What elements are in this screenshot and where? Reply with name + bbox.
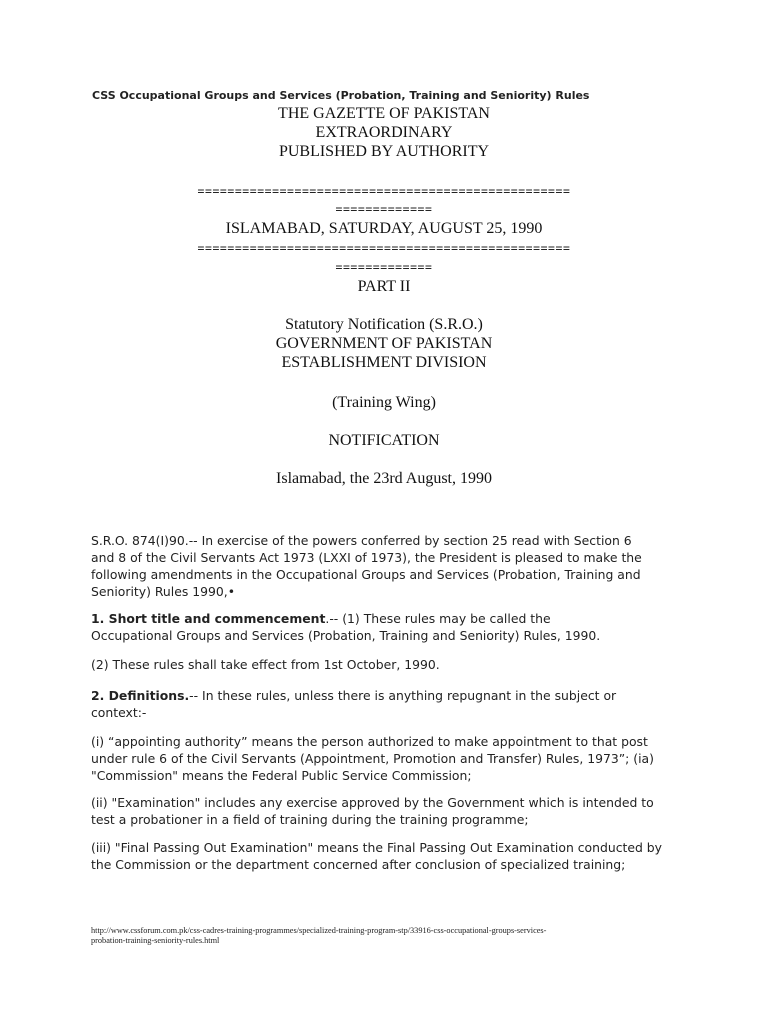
place-date-line: Islamabad, the 23rd August, 1990 [276, 470, 492, 487]
wing-heading: (Training Wing) [332, 394, 436, 411]
paragraph-line: the Commission or the department concerned after conclusion of specialized training; [91, 857, 626, 872]
paragraph-line [91, 687, 691, 704]
paragraph-line: and 8 of the Civil Servants Act 1973 (LXXI of 1973), the President is pleased to make the [91, 550, 642, 565]
separator-rule: ================================================== [197, 184, 571, 198]
definition-i [91, 733, 691, 784]
paragraph-line: (iii) "Final Passing Out Examination" means the Final Passing Out Examination conducted by [91, 840, 663, 855]
paragraph-line: under rule 6 of the Civil Servants (Appointment, Promotion and Transfer) Rules, 1973”; (ia) [91, 751, 654, 766]
paragraph-line: (i) “appointing authority” means the person authorized to make appointment to that post [91, 734, 648, 749]
part-heading: PART II [357, 278, 411, 295]
published-by-heading: PUBLISHED BY AUTHORITY [278, 143, 490, 160]
notification-heading: NOTIFICATION [328, 432, 440, 449]
rule-2-text: -- In these rules, unless there is anything repugnant in the subject or [189, 688, 617, 703]
paragraph-line: "Commission" means the Federal Public Service Commission; [91, 768, 472, 783]
rule-1-paragraph [91, 610, 691, 644]
paragraph-line: test a probationer in a field of training during the training programme; [91, 812, 529, 827]
rule-1-heading: 1. Short title and commencement [91, 611, 326, 626]
paragraph-line: (ii) "Examination" includes any exercise approved by the Government which is intended to [91, 795, 654, 810]
rule-2-paragraph [91, 687, 691, 721]
sro-paragraph [91, 532, 691, 600]
paragraph-line: S.R.O. 874(I)90.-- In exercise of the powers conferred by section 25 read with Section 6 [91, 533, 632, 548]
definition-ii [91, 794, 691, 828]
document-title: CSS Occupational Groups and Services (Probation, Training and Seniority) Rules [92, 89, 590, 102]
source-url-line[interactable]: probation-training-seniority-rules.html [91, 936, 220, 945]
separator-rule: ============= [335, 260, 433, 274]
source-url-line[interactable]: http://www.cssforum.com.pk/css-cadres-training-programmes/specialized-training-program-stp/33916-css-occupational-groups-services- [91, 926, 547, 935]
definition-iii [91, 839, 691, 873]
separator-rule: ============= [335, 202, 433, 216]
government-heading: GOVERNMENT OF PAKISTAN [275, 335, 493, 352]
division-heading: ESTABLISHMENT DIVISION [281, 354, 487, 371]
paragraph-line [91, 610, 691, 627]
paragraph-line: Occupational Groups and Services (Probation, Training and Seniority) Rules, 1990. [91, 628, 601, 643]
separator-rule: ================================================== [197, 241, 571, 255]
paragraph-line: following amendments in the Occupational Groups and Services (Probation, Training and [91, 567, 641, 582]
rule-1-subsection-2 [91, 656, 691, 673]
gazette-title: THE GAZETTE OF PAKISTAN [278, 105, 490, 122]
notification-type: Statutory Notification (S.R.O.) [285, 316, 483, 333]
rule-1-text: .-- (1) These rules may be called the [325, 611, 551, 626]
gazette-date: ISLAMABAD, SATURDAY, AUGUST 25, 1990 [225, 220, 543, 237]
rule-2-heading: 2. Definitions. [91, 688, 190, 703]
extraordinary-heading: EXTRAORDINARY [315, 124, 453, 141]
paragraph-line: context:- [91, 705, 147, 720]
paragraph-line: (2) These rules shall take effect from 1st October, 1990. [91, 657, 440, 672]
source-url[interactable] [91, 926, 691, 946]
paragraph-line: Seniority) Rules 1990,• [91, 584, 236, 599]
